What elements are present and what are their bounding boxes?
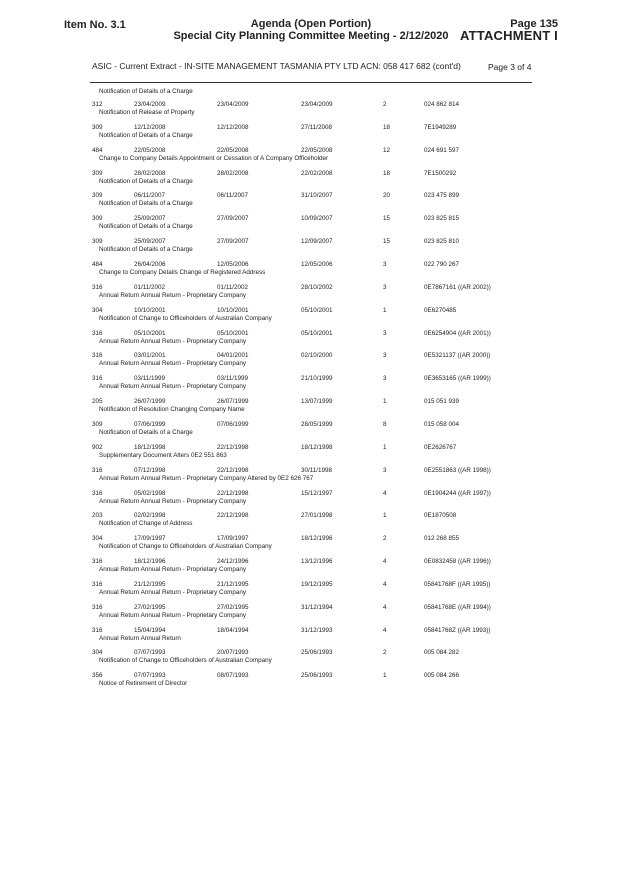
cell-date1: 25/09/2007 [134,215,166,223]
cell-desc: Annual Return Annual Return - Proprietary Company [99,337,247,345]
cell-date3: 31/12/1994 [301,603,333,611]
cell-form: 484 [92,261,103,268]
cell-date2: 08/07/1993 [217,672,249,680]
cell-date1: 06/11/2007 [134,192,166,200]
cell-doc: 0E0832458 ((AR 1996)) [424,558,491,565]
cell-date3: 21/10/1999 [301,375,333,383]
cell-date2: 23/04/2009 [217,101,249,108]
cell-date3: 05/10/2001 [301,329,333,337]
document-page-label: Page 3 of 4 [488,62,532,72]
cell-date2: 24/12/1996 [217,558,249,565]
cell-doc: 005 084 266 [424,672,460,680]
cell-date2: 28/02/2008 [217,169,249,177]
cell-date1: 07/06/1999 [134,420,166,428]
cell-doc: 0E2626767 [424,443,457,451]
cell-desc: Change to Company Details Change of Registered Address [99,269,266,276]
table-row [0,375,622,397]
cell-date3: 13/07/1999 [301,398,333,406]
cell-date1: 03/01/2001 [134,352,166,360]
cell-form: 316 [92,580,103,588]
cell-form: 309 [92,238,103,246]
cell-date2: 17/09/1997 [217,535,249,543]
cell-date3: 23/04/2009 [301,101,333,108]
cell-date2: 21/12/1995 [217,580,249,588]
cell-date2: 22/12/1998 [217,489,249,497]
cell-date3: 22/05/2008 [301,146,333,154]
table-row [0,238,622,260]
cell-date2: 06/11/2007 [217,192,249,200]
cell-pages: 3 [383,375,387,383]
cell-date1: 07/07/1993 [134,672,166,680]
cell-date1: 18/12/1996 [134,558,166,565]
cell-desc: Annual Return Annual Return - Proprietary Company [99,588,247,596]
table-row [0,467,622,489]
cell-form: 316 [92,626,103,634]
cell-doc: 0E7867161 ((AR 2002)) [424,283,491,291]
cell-desc: Annual Return Annual Return - Proprietary Company [99,497,247,505]
cell-date3: 31/10/2007 [301,192,333,200]
cell-doc: 05841768F ((AR 1995)) [424,580,491,588]
cell-form: 316 [92,329,103,337]
cell-date1: 05/02/1998 [134,489,166,497]
table-row [0,627,622,649]
page-header-right [460,18,558,42]
continued-description: Notification of Details of a Charge [99,88,193,95]
cell-date3: 27/11/2008 [301,123,333,131]
item-number: Item No. 3.1 [64,19,126,31]
attachment-label: ATTACHMENT I [460,28,558,43]
cell-date3: 10/09/2007 [301,215,333,223]
cell-pages: 18 [383,169,391,177]
table-row [0,284,622,306]
cell-desc: Notification of Change to Officeholders of Australian Company [99,657,272,665]
cell-pages: 3 [383,283,387,291]
cell-pages: 8 [383,420,387,428]
cell-doc: 022 790 267 [424,261,460,268]
cell-doc: 015 051 939 [424,398,460,406]
cell-pages: 1 [383,512,387,520]
cell-pages: 1 [383,398,387,406]
cell-date2: 12/12/2008 [217,123,249,131]
agenda-heading [150,18,472,42]
cell-doc: 0E3653165 ((AR 1999)) [424,375,491,383]
cell-desc: Notification of Resolution Changing Company Name [99,406,245,414]
cell-date1: 03/11/1999 [134,375,166,383]
cell-date3: 12/09/2007 [301,238,333,246]
cell-form: 316 [92,603,103,611]
cell-date2: 22/05/2008 [217,146,249,154]
cell-form: 304 [92,649,103,657]
cell-form: 205 [92,398,103,406]
cell-form: 484 [92,146,103,154]
cell-desc: Annual Return Annual Return - Proprietary Company [99,291,247,299]
table-row [0,444,622,466]
cell-pages: 15 [383,215,391,223]
cell-date1: 12/12/2008 [134,123,166,131]
cell-form: 902 [92,443,103,451]
cell-doc: 023 475 899 [424,192,460,200]
cell-date2: 26/07/1999 [217,398,249,406]
cell-desc: Annual Return Annual Return - Proprietary Company [99,566,247,573]
cell-doc: 0E1870508 [424,512,457,520]
cell-date3: 15/12/1997 [301,489,333,497]
cell-date1: 01/11/2002 [134,283,166,291]
cell-pages: 3 [383,261,387,268]
cell-doc: 0E5321137 ((AR 2000)) [424,352,491,360]
table-row [0,581,622,603]
cell-form: 316 [92,489,103,497]
cell-doc: 024 862 814 [424,101,460,108]
cell-desc: Notice of Retirement of Director [99,680,188,688]
cell-pages: 1 [383,672,387,680]
cell-date1: 05/10/2001 [134,329,166,337]
cell-desc: Notification of Details of a Charge [99,428,193,436]
cell-date3: 31/12/1993 [301,626,333,634]
cell-date1: 21/12/1995 [134,580,166,588]
cell-form: 316 [92,558,103,565]
cell-date3: 02/10/2000 [301,352,333,360]
cell-date2: 27/09/2007 [217,215,249,223]
cell-pages: 4 [383,603,387,611]
cell-date2: 22/12/1998 [217,512,249,520]
cell-pages: 4 [383,626,387,634]
cell-date1: 26/04/2006 [134,261,166,268]
cell-date2: 10/10/2001 [217,306,249,314]
cell-form: 304 [92,306,103,314]
cell-pages: 18 [383,123,391,131]
cell-doc: 023 825 810 [424,238,460,246]
cell-desc: Change to Company Details Appointment or Cessation of A Company Officeholder [99,154,329,162]
cell-date2: 27/02/1995 [217,603,249,611]
cell-date1: 17/09/1997 [134,535,166,543]
cell-pages: 2 [383,535,387,543]
table-row [0,101,622,123]
table-row [0,330,622,352]
table-row [0,490,622,512]
agenda-title: Agenda (Open Portion) [250,18,372,30]
cell-date1: 10/10/2001 [134,306,166,314]
cell-doc: 024 691 597 [424,146,460,154]
table-row [0,512,622,534]
table-row [0,307,622,329]
cell-date1: 07/07/1993 [134,649,166,657]
cell-desc: Annual Return Annual Return - Proprietary Company [99,360,247,368]
table-row [0,558,622,580]
cell-doc: 012 268 855 [424,535,460,543]
cell-pages: 3 [383,352,387,360]
cell-date2: 27/09/2007 [217,238,249,246]
cell-date1: 15/04/1994 [134,626,166,634]
cell-form: 316 [92,283,103,291]
cell-doc: 023 825 815 [424,215,460,223]
cell-date3: 28/05/1999 [301,420,333,428]
cell-form: 309 [92,215,103,223]
cell-date2: 03/11/1999 [217,375,249,383]
meeting-title: Special City Planning Committee Meeting - 2/12/2020 [173,30,449,42]
cell-desc: Annual Return Annual Return - Proprietary Company Altered by 0E2 626 767 [99,474,314,482]
table-row [0,398,622,420]
cell-pages: 1 [383,443,387,451]
cell-date1: 27/02/1995 [134,603,166,611]
cell-date1: 26/07/1999 [134,398,166,406]
cell-date1: 23/04/2009 [134,101,166,108]
cell-date3: 25/06/1993 [301,649,333,657]
table-row [0,649,622,671]
cell-desc: Notification of Change to Officeholders of Australian Company [99,543,272,551]
cell-doc: 0E2551863 ((AR 1998)) [424,466,491,474]
cell-pages: 4 [383,489,387,497]
cell-doc: 05841768E ((AR 1994)) [424,603,491,611]
cell-form: 356 [92,672,103,680]
cell-date2: 07/06/1999 [217,420,249,428]
cell-date3: 27/01/1998 [301,512,333,520]
cell-pages: 15 [383,238,391,246]
cell-form: 316 [92,352,103,360]
cell-pages: 20 [383,192,391,200]
cell-desc: Notification of Details of a Charge [99,223,193,231]
cell-pages: 3 [383,329,387,337]
cell-date3: 25/06/1993 [301,672,333,680]
cell-pages: 3 [383,466,387,474]
cell-date3: 05/10/2001 [301,306,333,314]
cell-date3: 18/12/1998 [301,443,333,451]
cell-pages: 2 [383,649,387,657]
cell-date1: 22/05/2008 [134,146,166,154]
cell-date1: 07/12/1998 [134,466,166,474]
cell-desc: Annual Return Annual Return [99,634,181,642]
cell-desc: Notification of Details of a Charge [99,177,193,185]
cell-doc: 0E6270485 [424,306,457,314]
cell-form: 309 [92,169,103,177]
cell-form: 309 [92,192,103,200]
cell-date1: 25/09/2007 [134,238,166,246]
cell-date3: 18/12/1996 [301,535,333,543]
cell-doc: 7E1500292 [424,169,457,177]
cell-desc: Notification of Release of Property [99,109,195,116]
cell-pages: 12 [383,146,391,154]
cell-doc: 0E6254904 ((AR 2001)) [424,329,491,337]
cell-date2: 01/11/2002 [217,283,249,291]
cell-pages: 2 [383,101,387,108]
cell-desc: Notification of Change to Officeholders of Australian Company [99,314,272,322]
cell-doc: 005 084 282 [424,649,460,657]
table-row [0,672,622,694]
cell-date2: 04/01/2001 [217,352,249,360]
cell-pages: 4 [383,580,387,588]
cell-date3: 13/12/1996 [301,558,333,565]
cell-form: 309 [92,420,103,428]
cell-date3: 28/10/2002 [301,283,333,291]
cell-doc: 015 058 004 [424,420,460,428]
cell-desc: Annual Return Annual Return - Proprietary Company [99,383,247,391]
cell-pages: 4 [383,558,387,565]
cell-desc: Annual Return Annual Return - Proprietary Company [99,611,247,619]
cell-form: 304 [92,535,103,543]
document-title: ASIC - Current Extract - IN-SITE MANAGEMENT TASMANIA PTY LTD ACN: 058 417 682 (cont'd) [92,61,461,71]
cell-doc: 0E1904244 ((AR 1997)) [424,489,491,497]
cell-date2: 12/05/2006 [217,261,249,268]
cell-pages: 1 [383,306,387,314]
table-row [0,147,622,169]
cell-form: 309 [92,123,103,131]
divider [90,82,532,83]
cell-date3: 19/12/1995 [301,580,333,588]
cell-date1: 02/02/1998 [134,512,166,520]
cell-desc: Supplementary Document Alters 0E2 551 863 [99,451,227,459]
cell-date2: 22/12/1998 [217,466,249,474]
cell-desc: Notification of Details of a Charge [99,246,193,254]
cell-date2: 18/04/1994 [217,626,249,634]
table-row [0,192,622,214]
cell-date1: 18/12/1998 [134,443,166,451]
cell-desc: Notification of Change of Address [99,520,193,528]
cell-date3: 22/02/2008 [301,169,333,177]
cell-form: 312 [92,101,103,108]
cell-form: 316 [92,466,103,474]
cell-date3: 30/11/1998 [301,466,333,474]
cell-date1: 28/02/2008 [134,169,166,177]
table-row [0,215,622,237]
table-row [0,421,622,443]
cell-date2: 05/10/2001 [217,329,249,337]
table-row [0,352,622,374]
cell-form: 203 [92,512,103,520]
cell-doc: 7E1949289 [424,123,457,131]
table-row [0,170,622,192]
cell-date3: 12/05/2006 [301,261,333,268]
cell-form: 316 [92,375,103,383]
cell-desc: Notification of Details of a Charge [99,131,193,139]
cell-desc: Notification of Details of a Charge [99,200,193,208]
cell-date2: 20/07/1993 [217,649,249,657]
table-row [0,124,622,146]
table-row [0,604,622,626]
cell-doc: 05841768Z ((AR 1993)) [424,626,491,634]
page-number: Page 135 [510,18,558,30]
table-row [0,261,622,283]
table-row [0,535,622,557]
cell-date2: 22/12/1998 [217,443,249,451]
